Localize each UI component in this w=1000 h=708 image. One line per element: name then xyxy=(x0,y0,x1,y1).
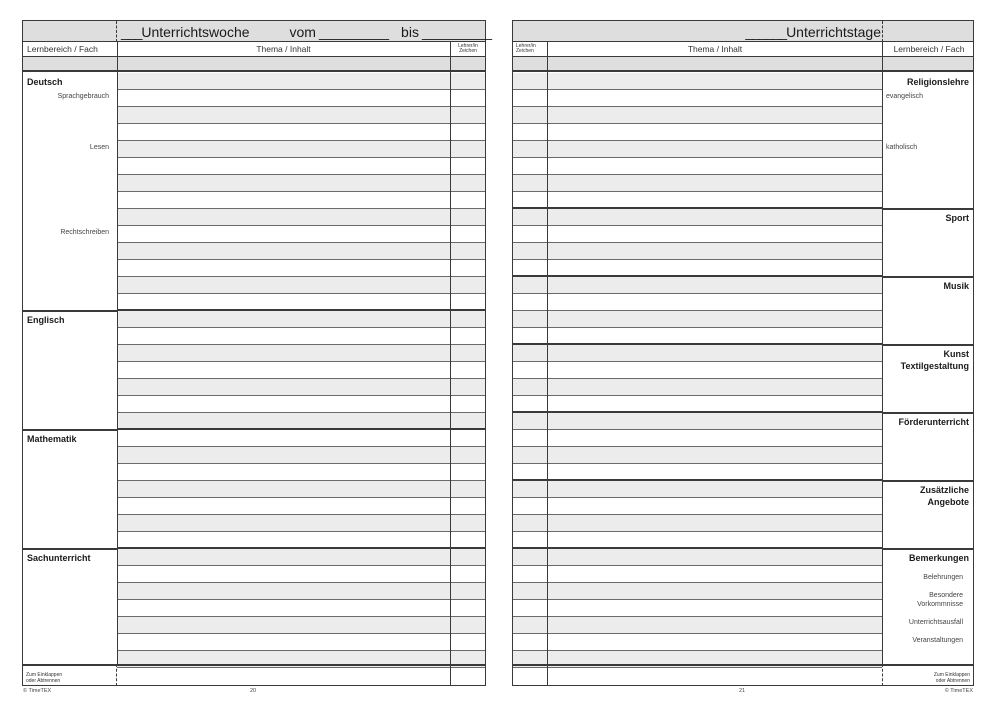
writing-line[interactable] xyxy=(513,413,882,430)
writing-line[interactable] xyxy=(117,413,485,430)
section-divider xyxy=(882,548,973,550)
writing-line[interactable] xyxy=(513,141,882,158)
section-divider xyxy=(882,480,973,482)
right-writing-lines[interactable] xyxy=(513,73,882,664)
writing-line[interactable] xyxy=(117,294,485,311)
section-title: Mathematik xyxy=(27,434,77,444)
right-subject-column-header: Lernbereich / Fach xyxy=(893,44,965,54)
writing-line[interactable] xyxy=(513,498,882,515)
writing-line[interactable] xyxy=(117,192,485,209)
left-fold-line-top xyxy=(116,21,117,42)
writing-line[interactable] xyxy=(117,549,485,566)
section-subtitle: katholisch xyxy=(886,144,918,151)
writing-line[interactable] xyxy=(117,158,485,175)
writing-line[interactable] xyxy=(513,549,882,566)
section-title: Deutsch xyxy=(27,77,63,87)
right-topic-column-header: Thema / Inhalt xyxy=(687,44,743,54)
writing-line[interactable] xyxy=(117,515,485,532)
writing-line[interactable] xyxy=(513,481,882,498)
writing-line[interactable] xyxy=(513,90,882,107)
section-divider xyxy=(882,412,973,414)
section-title: Religionslehre xyxy=(906,77,969,87)
section-divider xyxy=(882,276,973,278)
writing-line[interactable] xyxy=(513,447,882,464)
section-subtitle: Besondere xyxy=(929,592,963,599)
bis-label: bis xyxy=(401,24,419,40)
section-divider xyxy=(882,344,973,346)
section-divider xyxy=(882,208,973,210)
bis-date-blank[interactable]: _________ xyxy=(421,24,493,40)
writing-line[interactable] xyxy=(117,617,485,634)
left-title-bar xyxy=(23,21,493,42)
section-title: Sport xyxy=(945,213,969,223)
writing-line[interactable] xyxy=(513,634,882,651)
right-column-header xyxy=(513,42,973,57)
section-title: Kunst xyxy=(943,349,969,359)
right-planner-page xyxy=(512,20,974,686)
vom-label: vom xyxy=(289,24,316,40)
writing-line[interactable] xyxy=(513,379,882,396)
writing-line[interactable] xyxy=(513,175,882,192)
writing-line[interactable] xyxy=(117,464,485,481)
section-subtitle: evangelisch xyxy=(886,93,923,100)
writing-line[interactable] xyxy=(117,141,485,158)
writing-line[interactable] xyxy=(117,447,485,464)
writing-line[interactable] xyxy=(513,600,882,617)
writing-line[interactable] xyxy=(513,345,882,362)
writing-line[interactable] xyxy=(513,73,882,90)
writing-line[interactable] xyxy=(513,515,882,532)
left-page-number: 20 xyxy=(250,688,257,694)
writing-line[interactable] xyxy=(513,294,882,311)
writing-line[interactable] xyxy=(117,260,485,277)
writing-line[interactable] xyxy=(117,90,485,107)
right-footer-row xyxy=(513,664,973,686)
section-title: Zusätzliche xyxy=(919,485,969,495)
right-fold-note: Zum Einklappen oder Abtrennen xyxy=(933,672,970,684)
right-fold-line-top xyxy=(882,21,883,42)
days-count-blank[interactable]: ______ xyxy=(745,24,787,40)
right-title-bar xyxy=(513,21,973,42)
writing-line[interactable] xyxy=(513,158,882,175)
section-subtitle: Unterrichtsausfall xyxy=(908,619,963,626)
section-subtitle: Veranstaltungen xyxy=(912,637,963,644)
section-subtitle: Belehrungen xyxy=(923,574,963,581)
writing-line[interactable] xyxy=(117,600,485,617)
section-title: Musik xyxy=(943,281,969,291)
writing-line[interactable] xyxy=(117,430,485,447)
writing-line[interactable] xyxy=(117,226,485,243)
writing-line[interactable] xyxy=(513,243,882,260)
writing-line[interactable] xyxy=(513,396,882,413)
writing-line[interactable] xyxy=(513,566,882,583)
section-divider xyxy=(23,548,117,550)
section-title: Englisch xyxy=(27,315,65,325)
left-initials-divider xyxy=(450,42,451,686)
week-title-text: Unterrichtswoche xyxy=(141,24,250,40)
writing-line[interactable] xyxy=(117,311,485,328)
writing-line[interactable] xyxy=(513,362,882,379)
section-title-line2: Textilgestaltung xyxy=(900,361,969,371)
writing-line[interactable] xyxy=(117,243,485,260)
writing-line[interactable] xyxy=(117,209,485,226)
right-copyright: © TimeTEX xyxy=(944,688,973,694)
initials-column-header: Lehrer/in Zeichen xyxy=(458,42,478,54)
section-divider xyxy=(23,429,117,431)
left-writing-lines[interactable] xyxy=(117,73,485,664)
writing-line[interactable] xyxy=(117,107,485,124)
writing-line[interactable] xyxy=(117,175,485,192)
writing-line[interactable] xyxy=(513,209,882,226)
writing-line[interactable] xyxy=(513,277,882,294)
writing-line[interactable] xyxy=(117,345,485,362)
writing-line[interactable] xyxy=(117,532,485,549)
fold-note: Zum Einklappen oder Abtrennen xyxy=(26,672,63,684)
left-week-title xyxy=(121,21,493,41)
writing-line[interactable] xyxy=(513,532,882,549)
right-days-title xyxy=(553,21,881,41)
writing-line[interactable] xyxy=(513,464,882,481)
right-initials-column-header: Lehrer/in Zeichen xyxy=(516,42,536,54)
writing-line[interactable] xyxy=(513,124,882,141)
section-title: Bemerkungen xyxy=(908,553,969,563)
right-page-number: 21 xyxy=(739,688,746,694)
writing-line[interactable] xyxy=(117,73,485,90)
writing-line[interactable] xyxy=(117,379,485,396)
right-initials-divider xyxy=(547,42,548,686)
left-column-header xyxy=(23,42,485,57)
left-subject-divider xyxy=(117,42,118,664)
writing-line[interactable] xyxy=(117,498,485,515)
left-blank-header-row xyxy=(23,57,485,72)
section-title-line2: Angebote xyxy=(927,497,969,507)
writing-line[interactable] xyxy=(117,396,485,413)
writing-line[interactable] xyxy=(513,192,882,209)
right-blank-header-row xyxy=(513,57,973,72)
section-subtitle: Lesen xyxy=(89,144,109,151)
vom-date-blank[interactable]: _________ xyxy=(318,24,390,40)
writing-line[interactable] xyxy=(513,226,882,243)
writing-line[interactable] xyxy=(513,260,882,277)
week-number-blank[interactable]: ___ xyxy=(121,24,142,40)
section-subtitle: Vorkommnisse xyxy=(917,601,963,608)
writing-line[interactable] xyxy=(513,107,882,124)
writing-line[interactable] xyxy=(117,583,485,600)
section-title: Förderunterricht xyxy=(898,417,969,427)
left-copyright: © TimeTEX xyxy=(23,688,52,694)
writing-line[interactable] xyxy=(513,430,882,447)
writing-line[interactable] xyxy=(513,583,882,600)
writing-line[interactable] xyxy=(117,566,485,583)
section-divider xyxy=(23,310,117,312)
writing-line[interactable] xyxy=(513,617,882,634)
writing-line[interactable] xyxy=(117,481,485,498)
section-subtitle: Sprachgebrauch xyxy=(57,93,109,100)
writing-line[interactable] xyxy=(513,311,882,328)
writing-line[interactable] xyxy=(117,634,485,651)
section-title: Sachunterricht xyxy=(27,553,91,563)
writing-line[interactable] xyxy=(117,328,485,345)
writing-line[interactable] xyxy=(117,277,485,294)
right-fold-line-bottom xyxy=(882,664,883,686)
section-subtitle: Rechtschreiben xyxy=(60,229,109,236)
writing-line[interactable] xyxy=(513,328,882,345)
left-planner-page xyxy=(22,20,493,686)
topic-column-header: Thema / Inhalt xyxy=(256,44,311,54)
writing-line[interactable] xyxy=(117,124,485,141)
left-footer-row xyxy=(23,664,485,686)
days-title-text: Unterrichtstage xyxy=(786,24,881,40)
writing-line[interactable] xyxy=(117,362,485,379)
right-subject-divider xyxy=(882,42,883,664)
left-fold-line-bottom xyxy=(116,664,117,686)
subject-column-header: Lernbereich / Fach xyxy=(27,44,98,54)
